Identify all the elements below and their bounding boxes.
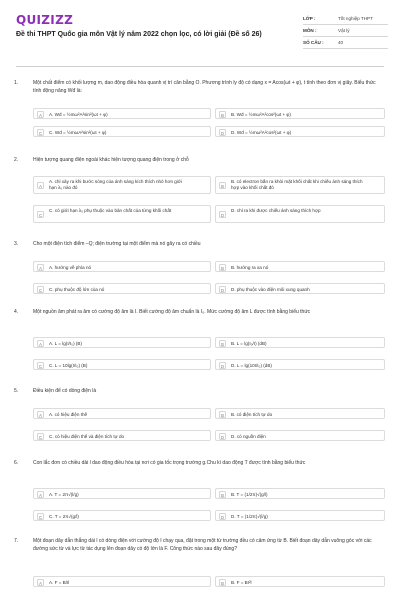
question-text: Một đoạn dây dẫn thẳng dài l có dòng điện với cường độ I chạy qua, đặt trong một từ trường đều có cảm ứng từ B. Biết đoạn dây dẫn vuông góc với các đường sức từ và lực từ tác dụng lên đoạn dây có độ lớn là F. Công thức nào sau đây đúng? bbox=[33, 538, 372, 552]
option-letter: B bbox=[219, 111, 226, 118]
option-c[interactable] bbox=[33, 430, 211, 441]
option-text: C. T = 2π√(g/l) bbox=[49, 513, 79, 519]
meta-row-count bbox=[303, 37, 388, 49]
option-a[interactable] bbox=[33, 337, 211, 348]
option-d[interactable] bbox=[215, 510, 385, 521]
option-b[interactable] bbox=[215, 108, 385, 119]
option-b[interactable] bbox=[215, 576, 385, 587]
option-letter: B bbox=[219, 491, 226, 498]
option-letter: C bbox=[38, 213, 43, 218]
option-text: C. L = 10lg(I/I₀) (B) bbox=[49, 362, 88, 368]
option-text: D. L = lg(10I/I₀) (dB) bbox=[231, 362, 272, 368]
option-text: A. hướng về phía nó bbox=[49, 264, 92, 270]
meta-value: Tốt nghiệp THPT bbox=[338, 16, 373, 21]
option-c[interactable] bbox=[33, 359, 211, 370]
question-number: 4. bbox=[14, 309, 19, 315]
option-letter: A bbox=[37, 111, 44, 118]
option-text: A. L = lg(I/I₀) (B) bbox=[49, 340, 83, 346]
option-letter: B bbox=[219, 264, 226, 271]
option-d[interactable] bbox=[215, 359, 385, 370]
option-text: B. hướng ra xa nó bbox=[231, 264, 269, 270]
option-a[interactable] bbox=[33, 261, 211, 272]
option-letter: B bbox=[219, 579, 226, 586]
option-letter: B bbox=[219, 411, 226, 418]
option-a[interactable] bbox=[33, 176, 211, 194]
option-text: B. T = (1/2π)√(g/l) bbox=[231, 491, 268, 497]
option-letter: C bbox=[38, 287, 43, 293]
option-a[interactable] bbox=[33, 488, 211, 499]
meta-label: MÔN : bbox=[303, 28, 317, 33]
meta-row-subject bbox=[303, 25, 388, 37]
option-letter: D bbox=[220, 514, 225, 520]
option-text: D. T = (1/2π)√(l/g) bbox=[231, 513, 268, 519]
question-number: 1. bbox=[14, 80, 19, 86]
option-b[interactable] bbox=[215, 337, 385, 348]
option-letter: D bbox=[220, 434, 225, 440]
option-letter: C bbox=[38, 130, 43, 136]
question-number: 3. bbox=[14, 241, 19, 247]
option-letter: D bbox=[220, 130, 225, 136]
option-d[interactable] bbox=[215, 283, 385, 294]
meta-row-grade bbox=[303, 13, 388, 25]
option-letter: C bbox=[38, 514, 43, 520]
question-text: Hiện tượng quang điện ngoài khác hiện tượng quang điện trong ở chỗ bbox=[33, 157, 189, 163]
question-text: Cho một điện tích điểm –Q; điện trường tại một điểm mà nó gây ra có chiều bbox=[33, 241, 201, 247]
option-letter: A bbox=[37, 491, 44, 498]
option-text: A. T = 2π√(l/g) bbox=[49, 491, 79, 497]
question-number: 7. bbox=[14, 538, 19, 544]
quizizz-logo: QUIZIZZ bbox=[16, 13, 74, 27]
option-letter: A bbox=[37, 340, 44, 347]
option-text: B. có electron bắn ra khỏi mặt khối chất khi chiếu ánh sáng thích hợp vào khối chất đó bbox=[231, 179, 363, 191]
option-text: B. Wđ = ½mω²A²cos²(ωt + φ) bbox=[231, 111, 291, 117]
option-d[interactable] bbox=[215, 430, 385, 441]
option-text: A. chỉ xảy ra khi bước sóng của ánh sáng kích thích nhỏ hơn giới hạn λ₀ nào đó bbox=[49, 179, 182, 191]
option-text: B. L = lg(I₀/I) (dB) bbox=[231, 340, 267, 346]
option-text: B. có điện tích tự do bbox=[231, 411, 273, 417]
option-letter: D bbox=[220, 287, 225, 293]
header-divider bbox=[16, 66, 384, 67]
option-letter: D bbox=[220, 213, 225, 218]
option-text: D. Wđ = ½mω²A²cos²(ωt + φ) bbox=[231, 129, 292, 135]
meta-label: SỐ CÂU : bbox=[303, 40, 324, 45]
option-letter: D bbox=[220, 363, 225, 369]
question-text: Một chất điểm có khối lượng m, dao động điều hòa quanh vị trí cân bằng O. Phương trình ly độ có dạng x = Acos(ωt + φ), t tính theo đơn vị giây. Biểu thức tính động năng Wđ là: bbox=[33, 80, 376, 94]
document-title: Đề thi THPT Quốc gia môn Vật lý năm 2022 chọn lọc, có lời giải (Đề số 26) bbox=[16, 31, 262, 38]
meta-value: Vật lý bbox=[338, 28, 350, 33]
option-text: C. có hiệu điện thế và điện tích tự do bbox=[49, 433, 125, 439]
option-letter: C bbox=[38, 363, 43, 369]
question-text: Con lắc đơn có chiều dài l dao động điều hòa tại nơi có gia tốc trọng trường g.Chu kì dao động T được tính bằng biểu thức bbox=[33, 460, 306, 466]
option-b[interactable] bbox=[215, 408, 385, 419]
option-letter: A bbox=[37, 182, 44, 189]
option-text: D. phụ thuộc vào điện môi xung quanh bbox=[231, 286, 310, 292]
question-text: Điều kiện để có dòng điện là bbox=[33, 388, 97, 394]
option-letter: C bbox=[38, 434, 43, 440]
option-letter: B bbox=[219, 340, 226, 347]
option-a[interactable] bbox=[33, 576, 211, 587]
option-text: C. Wđ = ½mωA²sin²(ωt + φ) bbox=[49, 129, 107, 135]
question-number: 5. bbox=[14, 388, 19, 394]
option-text: B. F = BI²l bbox=[231, 579, 252, 585]
option-d[interactable] bbox=[215, 205, 385, 223]
question-number: 6. bbox=[14, 460, 19, 466]
option-c[interactable] bbox=[33, 283, 211, 294]
option-c[interactable] bbox=[33, 510, 211, 521]
option-text: D. chỉ ra khi được chiếu ánh sáng thích hợp bbox=[231, 208, 321, 214]
option-text: A. có hiệu điện thế bbox=[49, 411, 88, 417]
option-b[interactable] bbox=[215, 261, 385, 272]
option-letter: B bbox=[219, 182, 226, 189]
meta-table bbox=[303, 13, 388, 49]
option-b[interactable] bbox=[215, 488, 385, 499]
option-letter: A bbox=[37, 264, 44, 271]
option-text: C. phụ thuộc độ lớn của nó bbox=[49, 286, 105, 292]
option-text: A. F = B/Il bbox=[49, 579, 70, 585]
option-text: D. có nguồn điện bbox=[231, 433, 266, 439]
option-c[interactable] bbox=[33, 205, 211, 223]
option-text: A. Wđ = ½mω²A²sin²(ωt + φ) bbox=[49, 111, 108, 117]
option-text: C. có giới hạn λ₀ phụ thuộc vào bản chất của từng khối chất bbox=[49, 208, 172, 214]
option-b[interactable] bbox=[215, 176, 385, 194]
meta-label: LỚP : bbox=[303, 16, 316, 21]
document-header bbox=[0, 0, 400, 62]
option-c[interactable] bbox=[33, 126, 211, 137]
question-number: 2. bbox=[14, 157, 19, 163]
option-a[interactable] bbox=[33, 108, 211, 119]
option-letter: A bbox=[37, 579, 44, 586]
meta-value: 40 bbox=[338, 40, 344, 45]
question-text: Một nguồn âm phát ra âm có cường độ âm là I. Biết cường độ âm chuẩn là I₀. Mức cường độ âm L được tính bằng biểu thức bbox=[33, 309, 311, 315]
option-letter: A bbox=[37, 411, 44, 418]
option-a[interactable] bbox=[33, 408, 211, 419]
option-d[interactable] bbox=[215, 126, 385, 137]
